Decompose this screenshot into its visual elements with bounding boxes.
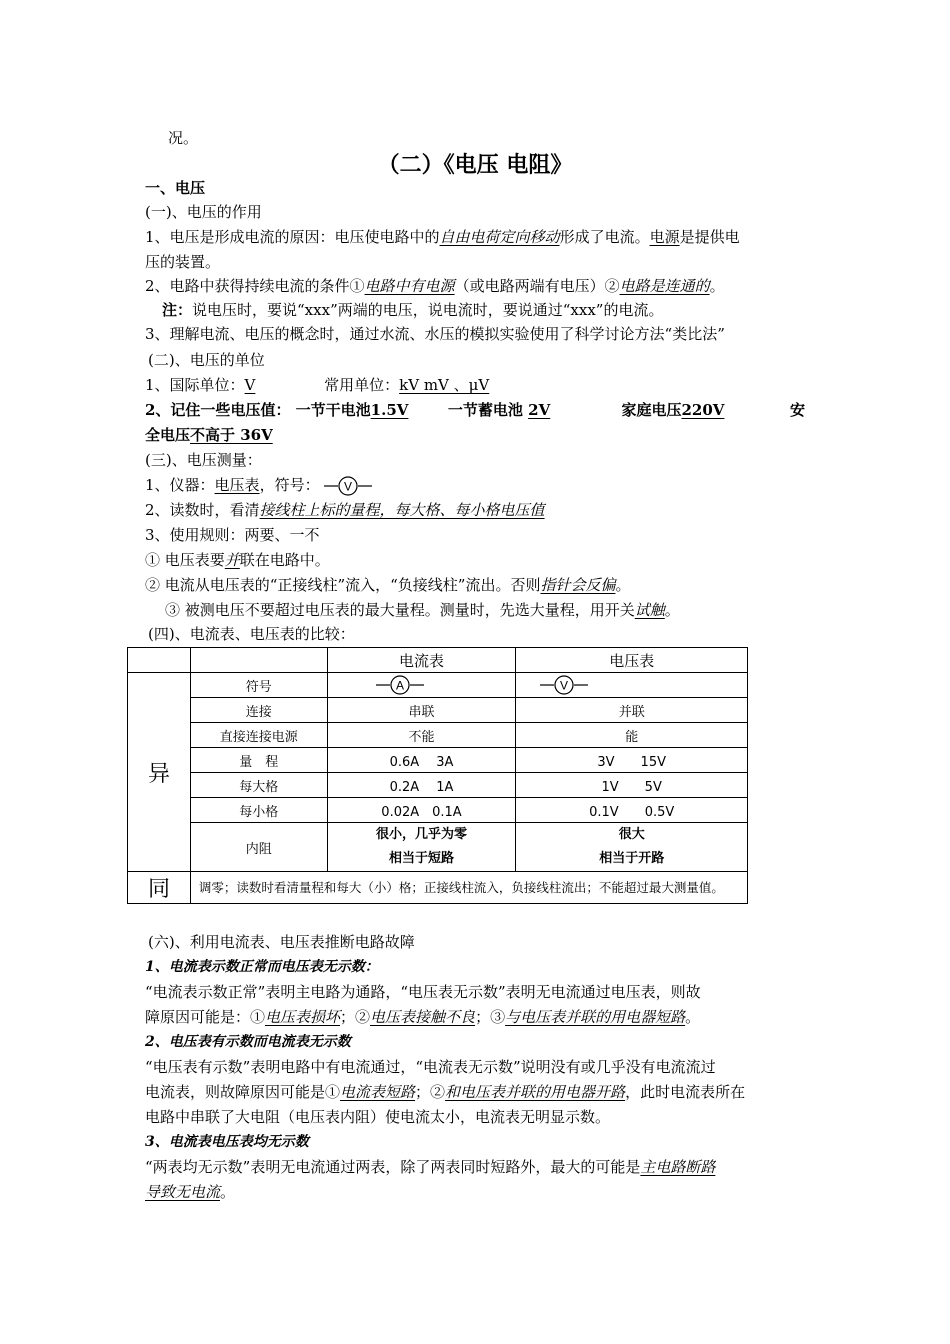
table-row <box>128 773 748 798</box>
header-ammeter: 电流表 <box>327 648 516 673</box>
row-label: 每大格 <box>190 773 327 798</box>
fault-3-heading: 3、电流表电压表均无示数 <box>145 1134 309 1150</box>
measure-3: 3、使用规则：两要、一不 <box>145 526 320 544</box>
subsection-compare: (四)、电流表、电压表的比较： <box>148 625 355 643</box>
ammeter-symbol-icon <box>376 675 424 695</box>
comparison-table <box>127 647 748 904</box>
table-header-row <box>128 648 748 673</box>
svg-text:V: V <box>560 678 569 693</box>
ammeter-symbol-cell <box>327 673 516 698</box>
remember-values: 2、记住一些电压值： 一节干电池1.5V 一节蓄电池 2V 家庭电压220V 安 <box>145 401 805 419</box>
voltmeter-cell: 3V 15V <box>516 748 748 773</box>
measure-1: 1、仪器：电压表，符号： V <box>145 473 372 497</box>
rule-1: ① 电压表要并联在电路中。 <box>145 551 330 569</box>
ammeter-cell: 0.6A 3A <box>327 748 516 773</box>
fault-1-causes: 障原因可能是：①电压表损坏；②电压表接触不良；③与电压表并联的用电器短路。 <box>145 1008 701 1026</box>
table-row <box>128 872 748 904</box>
table-row <box>128 673 748 698</box>
rule-2: ② 电流从电压表的“正接线柱”流入，“负接线柱”流出。否则指针会反偏。 <box>145 576 631 594</box>
para-3: 3、理解电流、电压的概念时，通过水流、水压的模拟实验使用了科学讨论方法“类比法” <box>145 325 725 343</box>
ammeter-cell: 串联 <box>327 698 516 723</box>
ammeter-cell: 0.02A 0.1A <box>327 798 516 823</box>
fault-2-text-cont: 电路中串联了大电阻（电压表内阻）使电流太小，电流表无明显示数。 <box>145 1108 611 1126</box>
ammeter-cell: 不能 <box>327 723 516 748</box>
diff-label: 异 <box>128 673 191 872</box>
row-label: 内阻 <box>190 823 327 872</box>
voltmeter-symbol-icon <box>324 476 372 496</box>
fault-2-text: “电压表有示数”表明电路中有电流通过，“电流表无示数”说明没有或几乎没有电流流过 <box>145 1058 716 1076</box>
voltmeter-symbol-cell <box>516 673 748 698</box>
row-label: 连接 <box>190 698 327 723</box>
table-row <box>128 748 748 773</box>
measure-2: 2、读数时，看清接线柱上标的量程，每大格、每小格电压值 <box>145 501 545 519</box>
voltmeter-resistance: 很大 相当于开路 <box>516 823 748 872</box>
fault-3-text-cont: 导致无电流。 <box>145 1183 236 1201</box>
subsection-units: (二)、电压的单位 <box>148 351 265 369</box>
voltmeter-cell: 并联 <box>516 698 748 723</box>
table-corner-2 <box>190 648 327 673</box>
rule-3: ③ 被测电压不要超过电压表的最大量程。测量时，先选大量程，用开关试触。 <box>165 601 680 619</box>
fault-2-causes: 电流表，则故障原因可能是①电流表短路；②和电压表并联的用电器开路，此时电流表所在 <box>145 1083 746 1101</box>
section-heading-voltage: 一、电压 <box>145 179 206 197</box>
table-corner <box>128 648 191 673</box>
fault-3-text: “两表均无示数”表明无电流通过两表，除了两表同时短路外，最大的可能是主电路断路 <box>145 1158 716 1176</box>
para-1: 1、电压是形成电流的原因：电压使电路中的自由电荷定向移动形成了电流。电源是提供电 <box>145 228 740 246</box>
header-voltmeter: 电压表 <box>516 648 748 673</box>
table-row <box>128 823 748 872</box>
subsection-role: (一)、电压的作用 <box>145 203 262 221</box>
para-2: 2、电路中获得持续电流的条件①电路中有电源（或电路两端有电压）②电路是连通的。 <box>145 277 725 295</box>
note: 注：说电压时，要说“xxx”两端的电压，说电流时，要说通过“xxx”的电流。 <box>162 301 664 319</box>
units-line: 1、国际单位：V 常用单位：kV mV 、μV <box>145 376 490 394</box>
voltmeter-cell: 能 <box>516 723 748 748</box>
subsection-faults: (六)、利用电流表、电压表推断电路故障 <box>148 933 415 951</box>
safe-voltage: 全电压不高于 36V <box>145 426 273 444</box>
voltmeter-symbol-icon <box>540 675 588 695</box>
fault-2-heading: 2、电压表有示数而电流表无示数 <box>145 1034 351 1050</box>
table-row <box>128 723 748 748</box>
subsection-measure: (三)、电压测量： <box>145 451 262 469</box>
top-fragment: 况。 <box>168 129 199 147</box>
voltmeter-cell: 0.1V 0.5V <box>516 798 748 823</box>
ammeter-resistance: 很小，几乎为零 相当于短路 <box>327 823 516 872</box>
row-label: 直接连接电源 <box>190 723 327 748</box>
same-text: 调零；读数时看清量程和每大（小）格；正接线柱流入，负接线柱流出；不能超过最大测量值。 <box>190 872 747 904</box>
row-label: 每小格 <box>190 798 327 823</box>
para-1-cont: 压的装置。 <box>145 253 221 271</box>
fault-1-heading: 1、电流表示数正常而电压表无示数： <box>145 959 379 975</box>
row-label: 量 程 <box>190 748 327 773</box>
ammeter-cell: 0.2A 1A <box>327 773 516 798</box>
table-row <box>128 698 748 723</box>
fault-1-text: “电流表示数正常”表明主电路为通路，“电压表无示数”表明无电流通过电压表，则故 <box>145 983 701 1001</box>
page-title: （二）《电压 电阻》 <box>377 153 573 178</box>
svg-text:V: V <box>344 479 353 494</box>
same-label: 同 <box>128 872 191 904</box>
table-row <box>128 798 748 823</box>
row-label: 符号 <box>190 673 327 698</box>
svg-text:A: A <box>395 678 404 693</box>
voltmeter-cell: 1V 5V <box>516 773 748 798</box>
